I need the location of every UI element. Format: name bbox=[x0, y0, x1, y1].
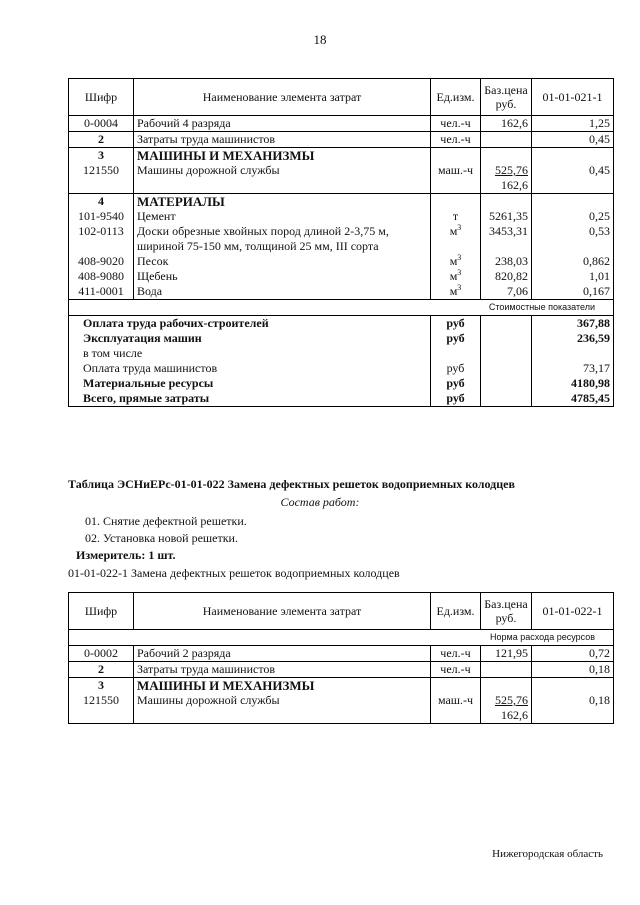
cost-name: Эксплуатация машин bbox=[69, 331, 431, 346]
cost-value: 236,59 bbox=[532, 331, 614, 346]
region-footer: Нижегородская область bbox=[492, 848, 603, 860]
section-header-row bbox=[69, 148, 614, 164]
empty-cell bbox=[481, 391, 532, 407]
row-price: 238,03 bbox=[481, 254, 532, 269]
works-heading: Состав работ: bbox=[280, 495, 360, 509]
row-value: 0,45 bbox=[532, 163, 614, 194]
row-value: 0,45 bbox=[532, 132, 614, 148]
row-value: 0,167 bbox=[532, 284, 614, 300]
empty-cell bbox=[532, 678, 614, 694]
cost-unit: руб bbox=[431, 331, 481, 346]
cost-row bbox=[69, 361, 614, 376]
row-name: Рабочий 2 разряда bbox=[134, 646, 431, 662]
header-norm: 01-01-022-1 bbox=[532, 593, 614, 630]
header-price: Баз.цена руб. bbox=[481, 79, 532, 116]
price-denominator: 162,6 bbox=[501, 708, 528, 722]
row-name: Машины дорожной службы bbox=[134, 693, 431, 724]
row-unit: маш.-ч bbox=[431, 693, 481, 724]
section-number: 3 bbox=[69, 148, 134, 164]
price-denominator: 162,6 bbox=[501, 178, 528, 192]
table-row bbox=[69, 163, 614, 194]
row-value: 1,01 bbox=[532, 269, 614, 284]
row-code: 0-0002 bbox=[69, 646, 134, 662]
cost-name: Материальные ресурсы bbox=[69, 376, 431, 391]
empty-cell bbox=[481, 194, 532, 210]
row-value: 0,25 bbox=[532, 209, 614, 224]
empty-cell bbox=[431, 194, 481, 210]
row-name: Затраты труда машинистов bbox=[134, 662, 431, 678]
cost-name: Оплата труда рабочих-строителей bbox=[69, 316, 431, 332]
table-row bbox=[69, 693, 614, 724]
header-code: Шифр bbox=[69, 593, 134, 630]
cost-value: 367,88 bbox=[532, 316, 614, 332]
unit-text: м bbox=[449, 284, 458, 298]
row-unit: чел.-ч bbox=[431, 116, 481, 132]
row-value: 0,862 bbox=[532, 254, 614, 269]
empty-cell bbox=[431, 678, 481, 694]
row-value: 0,53 bbox=[532, 224, 614, 254]
unit-exponent: 3 bbox=[457, 253, 462, 262]
cost-unit: руб bbox=[431, 391, 481, 407]
row-code: 411-0001 bbox=[69, 284, 134, 300]
cost-label-row bbox=[69, 300, 614, 316]
unit-text: м bbox=[449, 224, 458, 238]
header-unit: Ед.изм. bbox=[431, 593, 481, 630]
row-price: 7,06 bbox=[481, 284, 532, 300]
header-name: Наименование элемента затрат bbox=[134, 593, 431, 630]
empty-cell bbox=[481, 346, 532, 361]
header-unit: Ед.изм. bbox=[431, 79, 481, 116]
row-unit bbox=[431, 209, 481, 224]
row-code: 101-9540 bbox=[69, 209, 134, 224]
cost-name: Всего, прямые затраты bbox=[69, 391, 431, 407]
cost-row bbox=[69, 391, 614, 407]
row-unit bbox=[431, 254, 481, 269]
price-numerator: 525,76 bbox=[495, 693, 528, 707]
cost-name: в том числе bbox=[69, 346, 431, 361]
cost-row bbox=[69, 376, 614, 391]
row-unit: чел.-ч bbox=[431, 132, 481, 148]
cost-value: 4180,98 bbox=[532, 376, 614, 391]
row-price bbox=[481, 693, 532, 724]
section-title: МАШИНЫ И МЕХАНИЗМЫ bbox=[134, 678, 431, 694]
row-code: 2 bbox=[69, 662, 134, 678]
row-code: 0-0004 bbox=[69, 116, 134, 132]
cost-row bbox=[69, 331, 614, 346]
row-price: 5261,35 bbox=[481, 209, 532, 224]
table-row bbox=[69, 132, 614, 148]
row-name: Затраты труда машинистов bbox=[134, 132, 431, 148]
section-title: МАШИНЫ И МЕХАНИЗМЫ bbox=[134, 148, 431, 164]
unit-exponent: 3 bbox=[457, 223, 462, 232]
cost-value: 4785,45 bbox=[532, 391, 614, 407]
material-row bbox=[69, 254, 614, 269]
section-header-row bbox=[69, 678, 614, 694]
empty-cell bbox=[481, 678, 532, 694]
row-name: Рабочий 4 разряда bbox=[134, 116, 431, 132]
cost-label: Стоимостные показатели bbox=[69, 300, 614, 316]
material-row bbox=[69, 284, 614, 300]
cost-unit: руб bbox=[431, 316, 481, 332]
row-price bbox=[481, 132, 532, 148]
row-code: 408-9020 bbox=[69, 254, 134, 269]
row-name: Цемент bbox=[134, 209, 431, 224]
empty-cell bbox=[532, 148, 614, 164]
empty-cell bbox=[532, 194, 614, 210]
row-value: 0,18 bbox=[532, 662, 614, 678]
empty-cell bbox=[431, 148, 481, 164]
row-code: 121550 bbox=[69, 163, 134, 194]
unit-text: м bbox=[449, 254, 458, 268]
table-row bbox=[69, 662, 614, 678]
row-unit: маш.-ч bbox=[431, 163, 481, 194]
table-2-title: Таблица ЭСНиЕРс-01-01-022 Замена дефектных решеток водоприемных колодцев bbox=[68, 477, 515, 491]
row-name: Машины дорожной службы bbox=[134, 163, 431, 194]
table-row bbox=[69, 646, 614, 662]
row-name: Вода bbox=[134, 284, 431, 300]
res-label-row bbox=[69, 630, 614, 646]
cost-unit: руб bbox=[431, 376, 481, 391]
header-norm: 01-01-021-1 bbox=[532, 79, 614, 116]
row-unit: чел.-ч bbox=[431, 646, 481, 662]
row-unit bbox=[431, 269, 481, 284]
unit-exponent: 3 bbox=[457, 283, 462, 292]
header-price: Баз.цена руб. bbox=[481, 593, 532, 630]
cost-row bbox=[69, 316, 614, 332]
header-code: Шифр bbox=[69, 79, 134, 116]
empty-cell bbox=[481, 376, 532, 391]
row-price bbox=[481, 163, 532, 194]
section-title: МАТЕРИАЛЫ bbox=[134, 194, 431, 210]
work-item-2: 02. Установка новой решетки. bbox=[85, 531, 238, 545]
resource-table-1 bbox=[68, 78, 614, 407]
unit-text: т bbox=[452, 209, 459, 223]
empty-cell bbox=[481, 361, 532, 376]
row-code: 121550 bbox=[69, 693, 134, 724]
resource-table-2 bbox=[68, 592, 614, 724]
material-row bbox=[69, 224, 614, 254]
price-numerator: 525,76 bbox=[495, 163, 528, 177]
measure-unit: Измеритель: 1 шт. bbox=[76, 548, 176, 562]
row-price: 3453,31 bbox=[481, 224, 532, 254]
row-code: 408-9080 bbox=[69, 269, 134, 284]
row-unit bbox=[431, 284, 481, 300]
cost-name: Оплата труда машинистов bbox=[69, 361, 431, 376]
cost-value bbox=[532, 346, 614, 361]
empty-cell bbox=[481, 316, 532, 332]
row-unit: чел.-ч bbox=[431, 662, 481, 678]
row-price: 121,95 bbox=[481, 646, 532, 662]
work-item-1: 01. Снятие дефектной решетки. bbox=[85, 514, 247, 528]
table-row bbox=[69, 116, 614, 132]
material-row bbox=[69, 209, 614, 224]
row-price: 820,82 bbox=[481, 269, 532, 284]
page-number: 18 bbox=[313, 32, 327, 47]
norm-line: 01-01-022-1 Замена дефектных решеток водоприемных колодцев bbox=[68, 566, 400, 580]
section-header-row bbox=[69, 194, 614, 210]
material-row bbox=[69, 269, 614, 284]
empty-cell bbox=[481, 148, 532, 164]
cost-unit bbox=[431, 346, 481, 361]
cost-unit: руб bbox=[431, 361, 481, 376]
row-code: 2 bbox=[69, 132, 134, 148]
cost-row bbox=[69, 346, 614, 361]
res-label: Норма расхода ресурсов bbox=[69, 630, 614, 646]
section-number: 4 bbox=[69, 194, 134, 210]
row-price bbox=[481, 662, 532, 678]
table-header-row bbox=[69, 593, 614, 630]
row-value: 1,25 bbox=[532, 116, 614, 132]
table-header-row bbox=[69, 79, 614, 116]
row-price: 162,6 bbox=[481, 116, 532, 132]
row-name: Доски обрезные хвойных пород длиной 2-3,75 м, шириной 75-150 мм, толщиной 25 мм, III сорта bbox=[134, 224, 431, 254]
row-code: 102-0113 bbox=[69, 224, 134, 254]
header-name: Наименование элемента затрат bbox=[134, 79, 431, 116]
section-number: 3 bbox=[69, 678, 134, 694]
empty-cell bbox=[481, 331, 532, 346]
row-unit bbox=[431, 224, 481, 254]
cost-value: 73,17 bbox=[532, 361, 614, 376]
row-name: Щебень bbox=[134, 269, 431, 284]
unit-text: м bbox=[449, 269, 458, 283]
row-name: Песок bbox=[134, 254, 431, 269]
row-value: 0,18 bbox=[532, 693, 614, 724]
unit-exponent: 3 bbox=[457, 268, 462, 277]
row-value: 0,72 bbox=[532, 646, 614, 662]
